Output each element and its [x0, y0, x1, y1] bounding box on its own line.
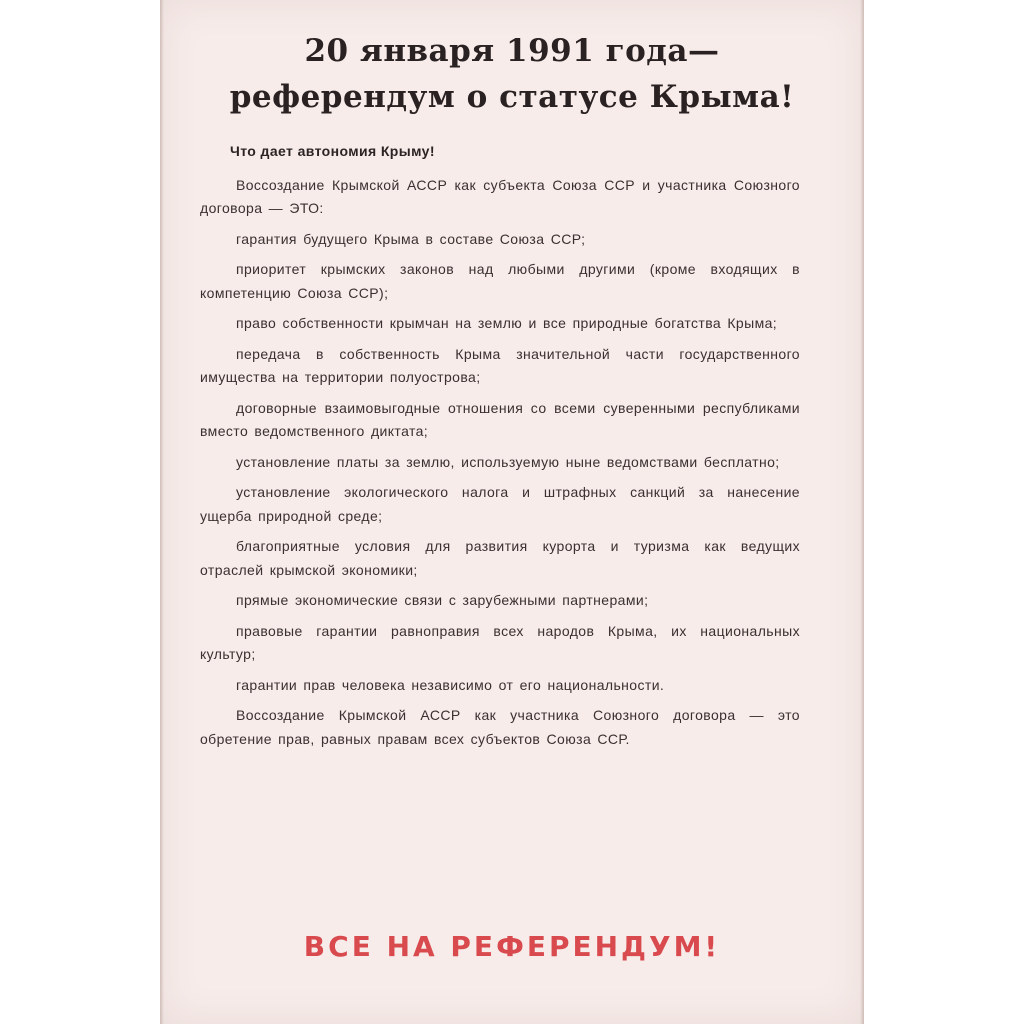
- conclusion-paragraph: Воссоздание Крымской АССР как участника Союзного договора — это обретение прав, равных правам всех субъектов Союза ССР.: [200, 707, 800, 747]
- list-item: передача в собственность Крыма значительной части государственного имущества на территории полуострова;: [200, 345, 800, 385]
- page-edge-left: [160, 0, 164, 1024]
- list-item: правовые гарантии равноправия всех народов Крыма, их национальных культур;: [200, 622, 800, 662]
- title-line-referendum: референдум о статусе Крыма!: [229, 79, 795, 115]
- leaflet-body: [200, 140, 800, 758]
- list-item: гарантия будущего Крыма в составе Союза ССР;: [236, 230, 586, 247]
- list-item: прямые экономические связи с зарубежными партнерами;: [236, 592, 649, 608]
- subheading: Что дает автономия Крыму!: [230, 143, 435, 159]
- list-item: установление экологического налога и штрафных санкций за нанесение ущерба природной среде;: [200, 484, 800, 524]
- list-item: приоритет крымских законов над любыми другими (кроме входящих в компетенцию Союза ССР);: [200, 261, 800, 301]
- list-item: установление платы за землю, используемую ныне ведомствами бесплатно;: [236, 453, 780, 470]
- list-item: гарантии прав человека независимо от его национальности.: [236, 676, 665, 693]
- leaflet-page: [160, 0, 864, 1024]
- list-item: договорные взаимовыгодные отношения со всеми суверенными республиками вместо ведомственного диктата;: [200, 399, 800, 439]
- list-item: право собственности крымчан на землю и все природные богатства Крыма;: [236, 315, 778, 331]
- leaflet-title: [160, 28, 864, 120]
- intro-paragraph: Воссоздание Крымской АССР как субъекта Союза ССР и участника Союзного договора — ЭТО:: [200, 176, 800, 216]
- list-item: благоприятные условия для развития курорта и туризма как ведущих отраслей крымской экономики;: [200, 538, 800, 578]
- page-edge-right: [860, 0, 864, 1024]
- title-line-date: 20 января 1991 года—: [304, 33, 720, 69]
- referendum-call: ВСЕ НА РЕФЕРЕНДУМ!: [303, 930, 721, 963]
